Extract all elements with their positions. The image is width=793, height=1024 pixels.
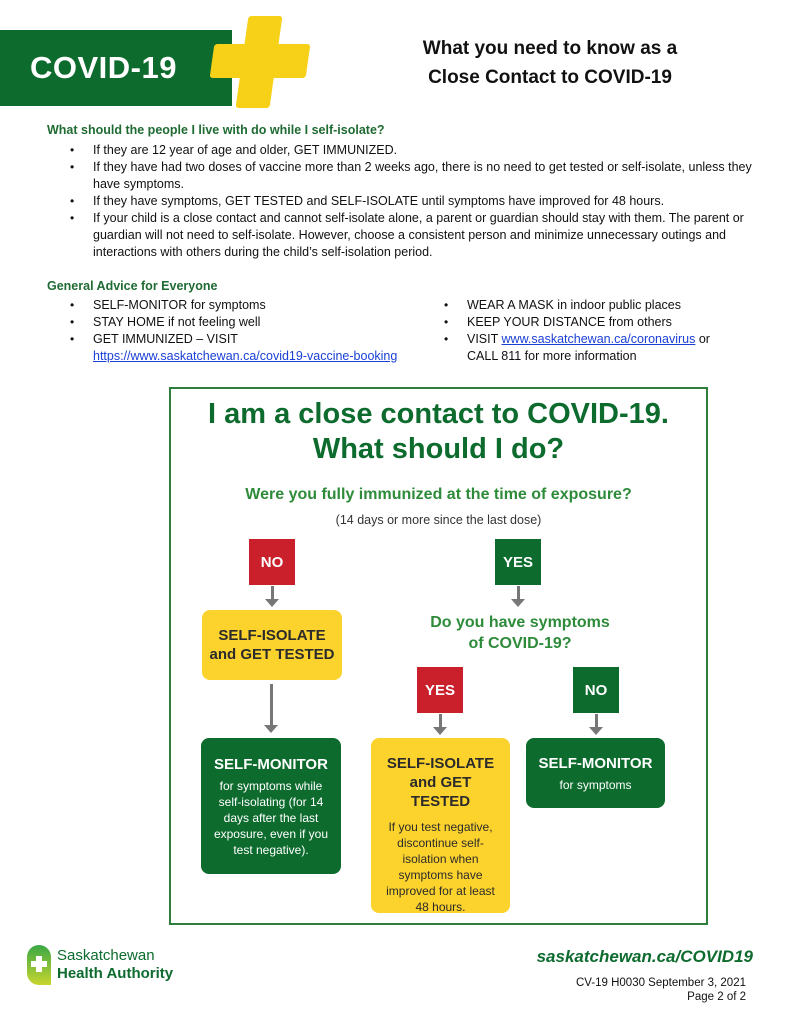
immunized-question-note: (14 days or more since the last dose)	[335, 513, 542, 527]
list-item: • GET IMMUNIZED – VISIT https://www.saskatchewan.ca/covid19-vaccine-booking	[70, 331, 430, 365]
list-item: • If they have had two doses of vaccine more than 2 weeks ago, there is no need to get tested or self-isolate, unless they have symptoms.	[70, 159, 760, 193]
organization-name: Saskatchewan Health Authority	[57, 947, 174, 982]
self-monitor-box: SELF-MONITOR for symptoms	[526, 738, 665, 808]
list-item: • If they are 12 year of age and older, GET IMMUNIZED.	[70, 142, 760, 159]
symptoms-yes-label: YES	[417, 667, 463, 713]
vaccine-booking-link[interactable]: https://www.saskatchewan.ca/covid19-vaccine-booking	[93, 349, 398, 363]
list-item: • SELF-MONITOR for symptoms	[70, 297, 430, 314]
list-item: • WEAR A MASK in indoor public places	[444, 297, 764, 314]
plus-icon	[212, 16, 308, 108]
immunized-question: Were you fully immunized at the time of exposure?	[245, 486, 632, 503]
health-authority-logo-icon	[27, 945, 51, 985]
list-item: • If they have symptoms, GET TESTED and SELF-ISOLATE until symptoms have improved for 48 hours.	[70, 193, 760, 210]
document-title: What you need to know as a Close Contact to COVID-19	[422, 38, 678, 88]
self-isolate-test-box: SELF-ISOLATE and GET TESTED	[202, 610, 342, 680]
list-item: • VISIT www.saskatchewan.ca/coronavirus or CALL 811 for more information	[444, 331, 764, 365]
list-item: • KEEP YOUR DISTANCE from others	[444, 314, 764, 331]
coronavirus-link[interactable]: www.saskatchewan.ca/coronavirus	[501, 332, 696, 346]
general-heading: General Advice for Everyone	[47, 279, 218, 293]
website-url: saskatchewan.ca/COVID19	[536, 947, 753, 966]
symptoms-no-label: NO	[573, 667, 619, 713]
list-item: • If your child is a close contact and cannot self-isolate alone, a parent or guardian should stay with them. The parent or guardian will not need to self-isolate. However, choose a consistent person and minimize unnecessary outings and interactions with others during the child’s self-isolation period.	[70, 210, 760, 261]
banner-title: COVID-19	[30, 50, 177, 85]
document-code: CV-19 H0030 September 3, 2021 Page 2 of 2	[575, 977, 746, 1003]
page-number: Page 2 of 2	[687, 991, 746, 1003]
household-heading: What should the people I live with do while I self-isolate?	[47, 123, 385, 137]
general-list-right	[444, 297, 764, 365]
self-isolate-test-symptoms-box: SELF-ISOLATE and GET TESTED If you test negative, discontinue self-isolation when symptoms have improved for at least 48 hours.	[371, 738, 510, 913]
self-monitor-isolating-box: SELF-MONITOR for symptoms while self-isolating (for 14 days after the last exposure, even if you test negative).	[201, 738, 341, 874]
general-list-left	[70, 297, 430, 365]
flowchart-title: I am a close contact to COVID-19. What should I do?	[208, 398, 669, 465]
list-item: • STAY HOME if not feeling well	[70, 314, 430, 331]
household-list	[70, 142, 760, 261]
symptoms-question: Do you have symptoms of COVID-19?	[430, 614, 610, 652]
no-label: NO	[249, 539, 295, 585]
yes-label: YES	[495, 539, 541, 585]
covid-banner	[0, 30, 232, 106]
